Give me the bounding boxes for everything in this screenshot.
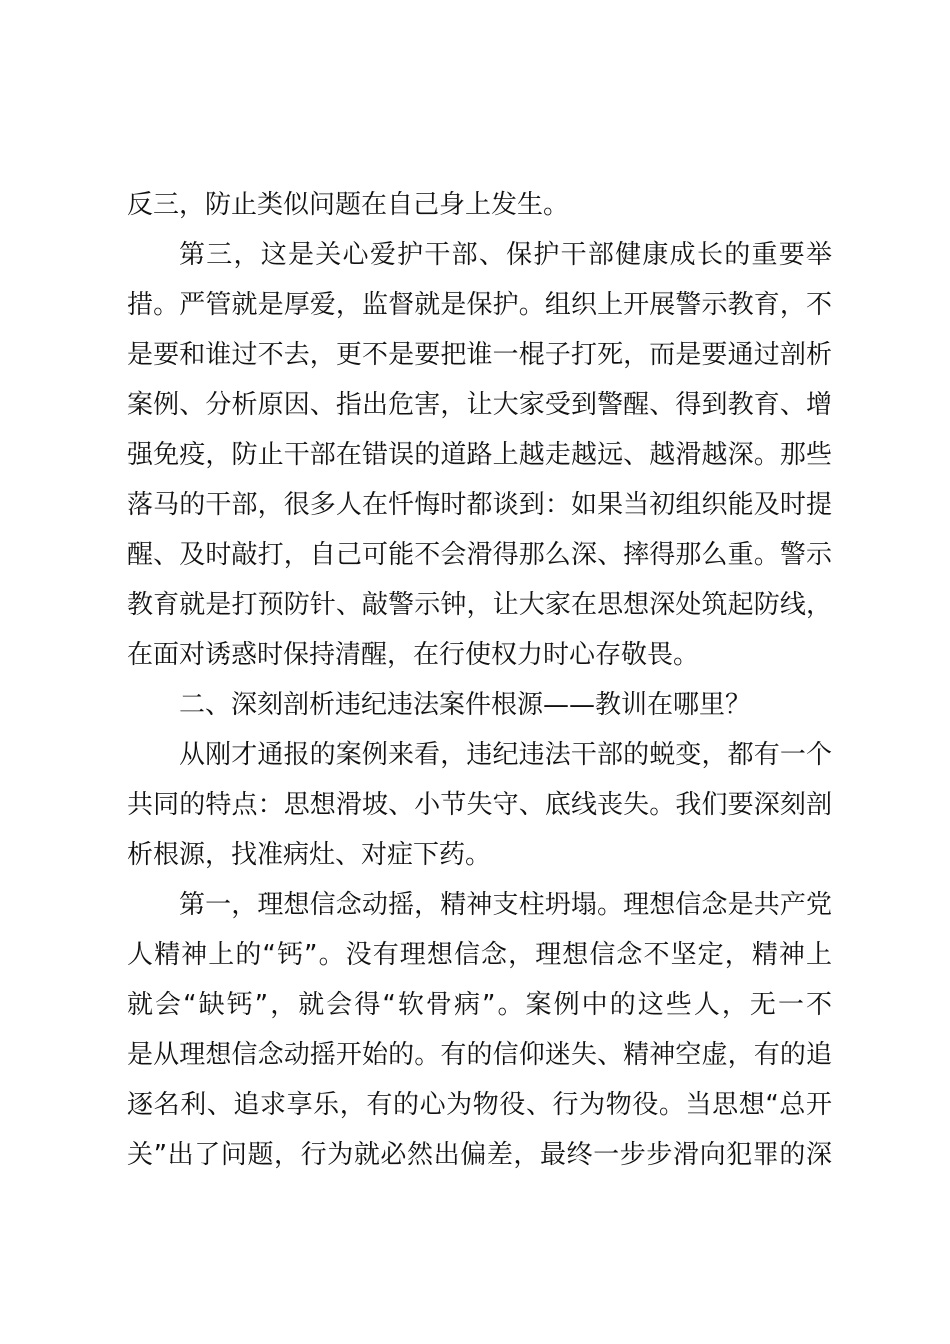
text-line: 逐名利、追求享乐，有的心为物役、行为物役。当思想“总开 <box>127 1090 832 1120</box>
document-body <box>127 180 832 1180</box>
text-line: 案例、分析原因、指出危害，让大家受到警醒、得到教育、增 <box>127 390 832 420</box>
text-line: 二、深刻剖析违纪违法案件根源——教训在哪里？ <box>179 690 752 720</box>
text-line: 落马的干部，很多人在忏悔时都谈到：如果当初组织能及时提 <box>127 490 832 520</box>
paragraph <box>127 680 832 730</box>
text-line: 是从理想信念动摇开始的。有的信仰迷失、精神空虚，有的追 <box>127 1040 832 1070</box>
text-line: 措。严管就是厚爱，监督就是保护。组织上开展警示教育，不 <box>127 290 832 320</box>
text-line: 关”出了问题，行为就必然出偏差，最终一步步滑向犯罪的深 <box>127 1140 832 1170</box>
text-line: 从刚才通报的案例来看，违纪违法干部的蜕变，都有一个 <box>179 740 832 770</box>
paragraph <box>127 880 832 1180</box>
text-line: 是要和谁过不去，更不是要把谁一棍子打死，而是要通过剖析 <box>127 340 832 370</box>
text-line: 醒、及时敲打，自己可能不会滑得那么深、摔得那么重。警示 <box>127 540 832 570</box>
paragraph <box>127 230 832 680</box>
paragraph <box>127 730 832 880</box>
text-line: 教育就是打预防针、敲警示钟，让大家在思想深处筑起防线， <box>127 590 832 620</box>
text-line: 在面对诱惑时保持清醒，在行使权力时心存敬畏。 <box>127 640 700 670</box>
text-line: 就会“缺钙”，就会得“软骨病”。案例中的这些人，无一不 <box>127 990 832 1020</box>
text-line: 反三，防止类似问题在自己身上发生。 <box>127 190 570 220</box>
text-line: 强免疫，防止干部在错误的道路上越走越远、越滑越深。那些 <box>127 440 832 470</box>
text-line: 共同的特点：思想滑坡、小节失守、底线丧失。我们要深刻剖 <box>127 790 832 820</box>
text-line: 人精神上的“钙”。没有理想信念，理想信念不坚定，精神上 <box>127 940 832 970</box>
text-line: 第三，这是关心爱护干部、保护干部健康成长的重要举 <box>179 240 832 270</box>
text-line: 析根源，找准病灶、对症下药。 <box>127 840 492 870</box>
paragraph <box>127 180 832 230</box>
text-line: 第一，理想信念动摇，精神支柱坍塌。理想信念是共产党 <box>179 890 832 920</box>
